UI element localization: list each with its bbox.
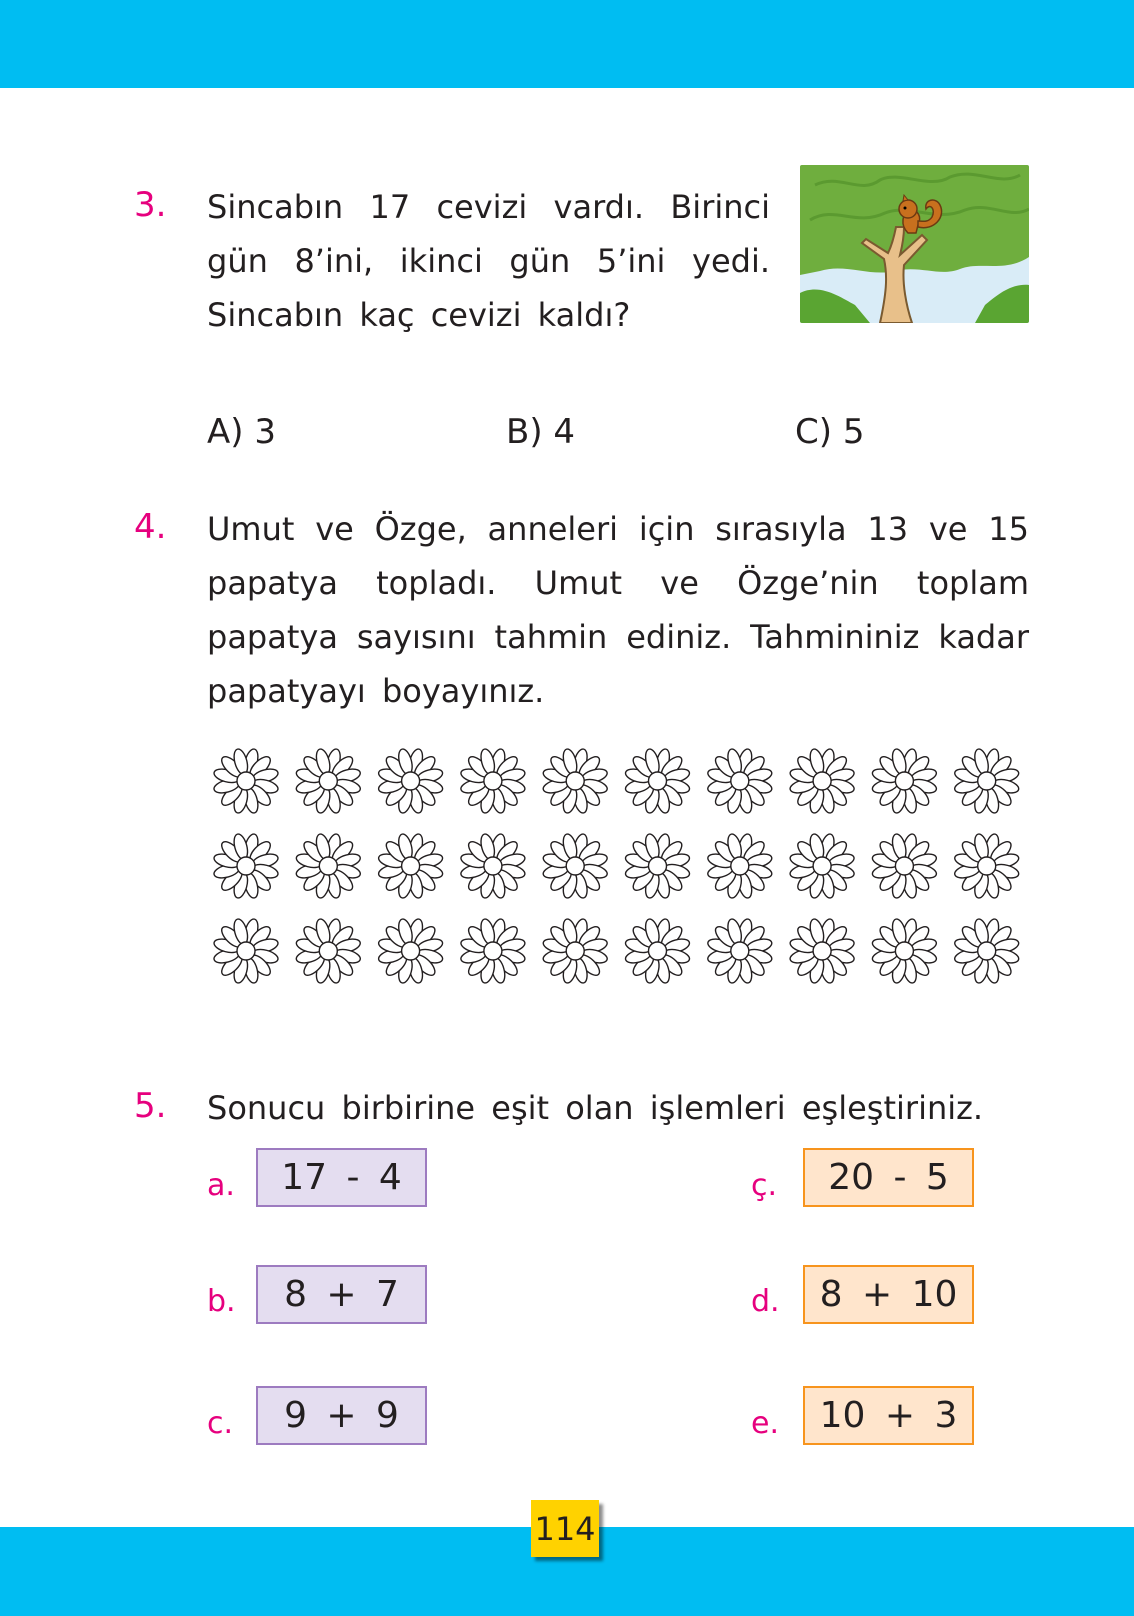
daisy-flower[interactable] — [789, 748, 856, 815]
label-d: d. — [751, 1284, 780, 1319]
question-5-number: 5. — [134, 1086, 167, 1126]
expression-box-b: 8 + 7 — [256, 1265, 427, 1324]
daisy-flower[interactable] — [295, 833, 362, 900]
daisy-flower[interactable] — [213, 833, 280, 900]
daisy-flower[interactable] — [213, 918, 280, 985]
daisy-flower[interactable] — [953, 748, 1020, 815]
daisy-flower[interactable] — [871, 918, 938, 985]
expression-box-a: 17 - 4 — [256, 1148, 427, 1207]
daisy-flower[interactable] — [377, 918, 444, 985]
question-5-text: Sonucu birbirine eşit olan işlemleri eşleştiriniz. — [207, 1089, 984, 1127]
daisy-flower[interactable] — [459, 748, 526, 815]
daisy-flower[interactable] — [624, 833, 691, 900]
daisy-flower[interactable] — [542, 918, 609, 985]
daisy-flower[interactable] — [953, 833, 1020, 900]
question-3-number: 3. — [134, 185, 167, 225]
question-3-text: Sincabın 17 cevizi vardı. Birinci gün 8’ini, ikinci gün 5’ini yedi. Sincabın kaç cevizi kaldı? — [207, 188, 770, 334]
expression-box-d: 8 + 10 — [803, 1265, 974, 1324]
daisy-flower[interactable] — [459, 918, 526, 985]
question-3-choice-c: C) 5 — [795, 412, 865, 452]
label-e: e. — [751, 1406, 779, 1441]
daisy-flower[interactable] — [213, 748, 280, 815]
label-a: a. — [207, 1168, 235, 1203]
daisy-flower[interactable] — [542, 833, 609, 900]
daisy-flower[interactable] — [295, 918, 362, 985]
expression-box-c-cedilla: 20 - 5 — [803, 1148, 974, 1207]
daisy-flower[interactable] — [953, 918, 1020, 985]
question-3-choice-b: B) 4 — [506, 412, 576, 452]
label-c: c. — [207, 1406, 234, 1441]
question-4-text: Umut ve Özge, anneleri için sırasıyla 13 ve 15 papatya topladı. Umut ve Özge’nin toplam papatya sayısını tahmin ediniz. Tahmininiz kadar papatyayı boyayınız. — [207, 510, 1029, 710]
daisy-flower[interactable] — [871, 748, 938, 815]
daisy-flower[interactable] — [706, 748, 773, 815]
daisy-flower[interactable] — [624, 748, 691, 815]
daisy-flower[interactable] — [706, 833, 773, 900]
label-c-cedilla: ç. — [751, 1168, 778, 1203]
daisy-flower[interactable] — [459, 833, 526, 900]
daisy-grid — [210, 741, 1036, 1001]
daisy-flower[interactable] — [789, 833, 856, 900]
question-3-choice-a: A) 3 — [207, 412, 276, 452]
daisy-flower[interactable] — [871, 833, 938, 900]
expression-box-c: 9 + 9 — [256, 1386, 427, 1445]
label-b: b. — [207, 1284, 236, 1319]
top-band — [0, 0, 1134, 88]
daisy-flower[interactable] — [542, 748, 609, 815]
daisy-flower[interactable] — [295, 748, 362, 815]
daisy-flower[interactable] — [377, 833, 444, 900]
page-number: 114 — [531, 1500, 599, 1557]
squirrel-on-tree-illustration — [800, 165, 1029, 323]
daisy-flower[interactable] — [624, 918, 691, 985]
daisy-flower[interactable] — [789, 918, 856, 985]
daisy-flower[interactable] — [706, 918, 773, 985]
question-4-number: 4. — [134, 507, 167, 547]
expression-box-e: 10 + 3 — [803, 1386, 974, 1445]
daisy-flower[interactable] — [377, 748, 444, 815]
